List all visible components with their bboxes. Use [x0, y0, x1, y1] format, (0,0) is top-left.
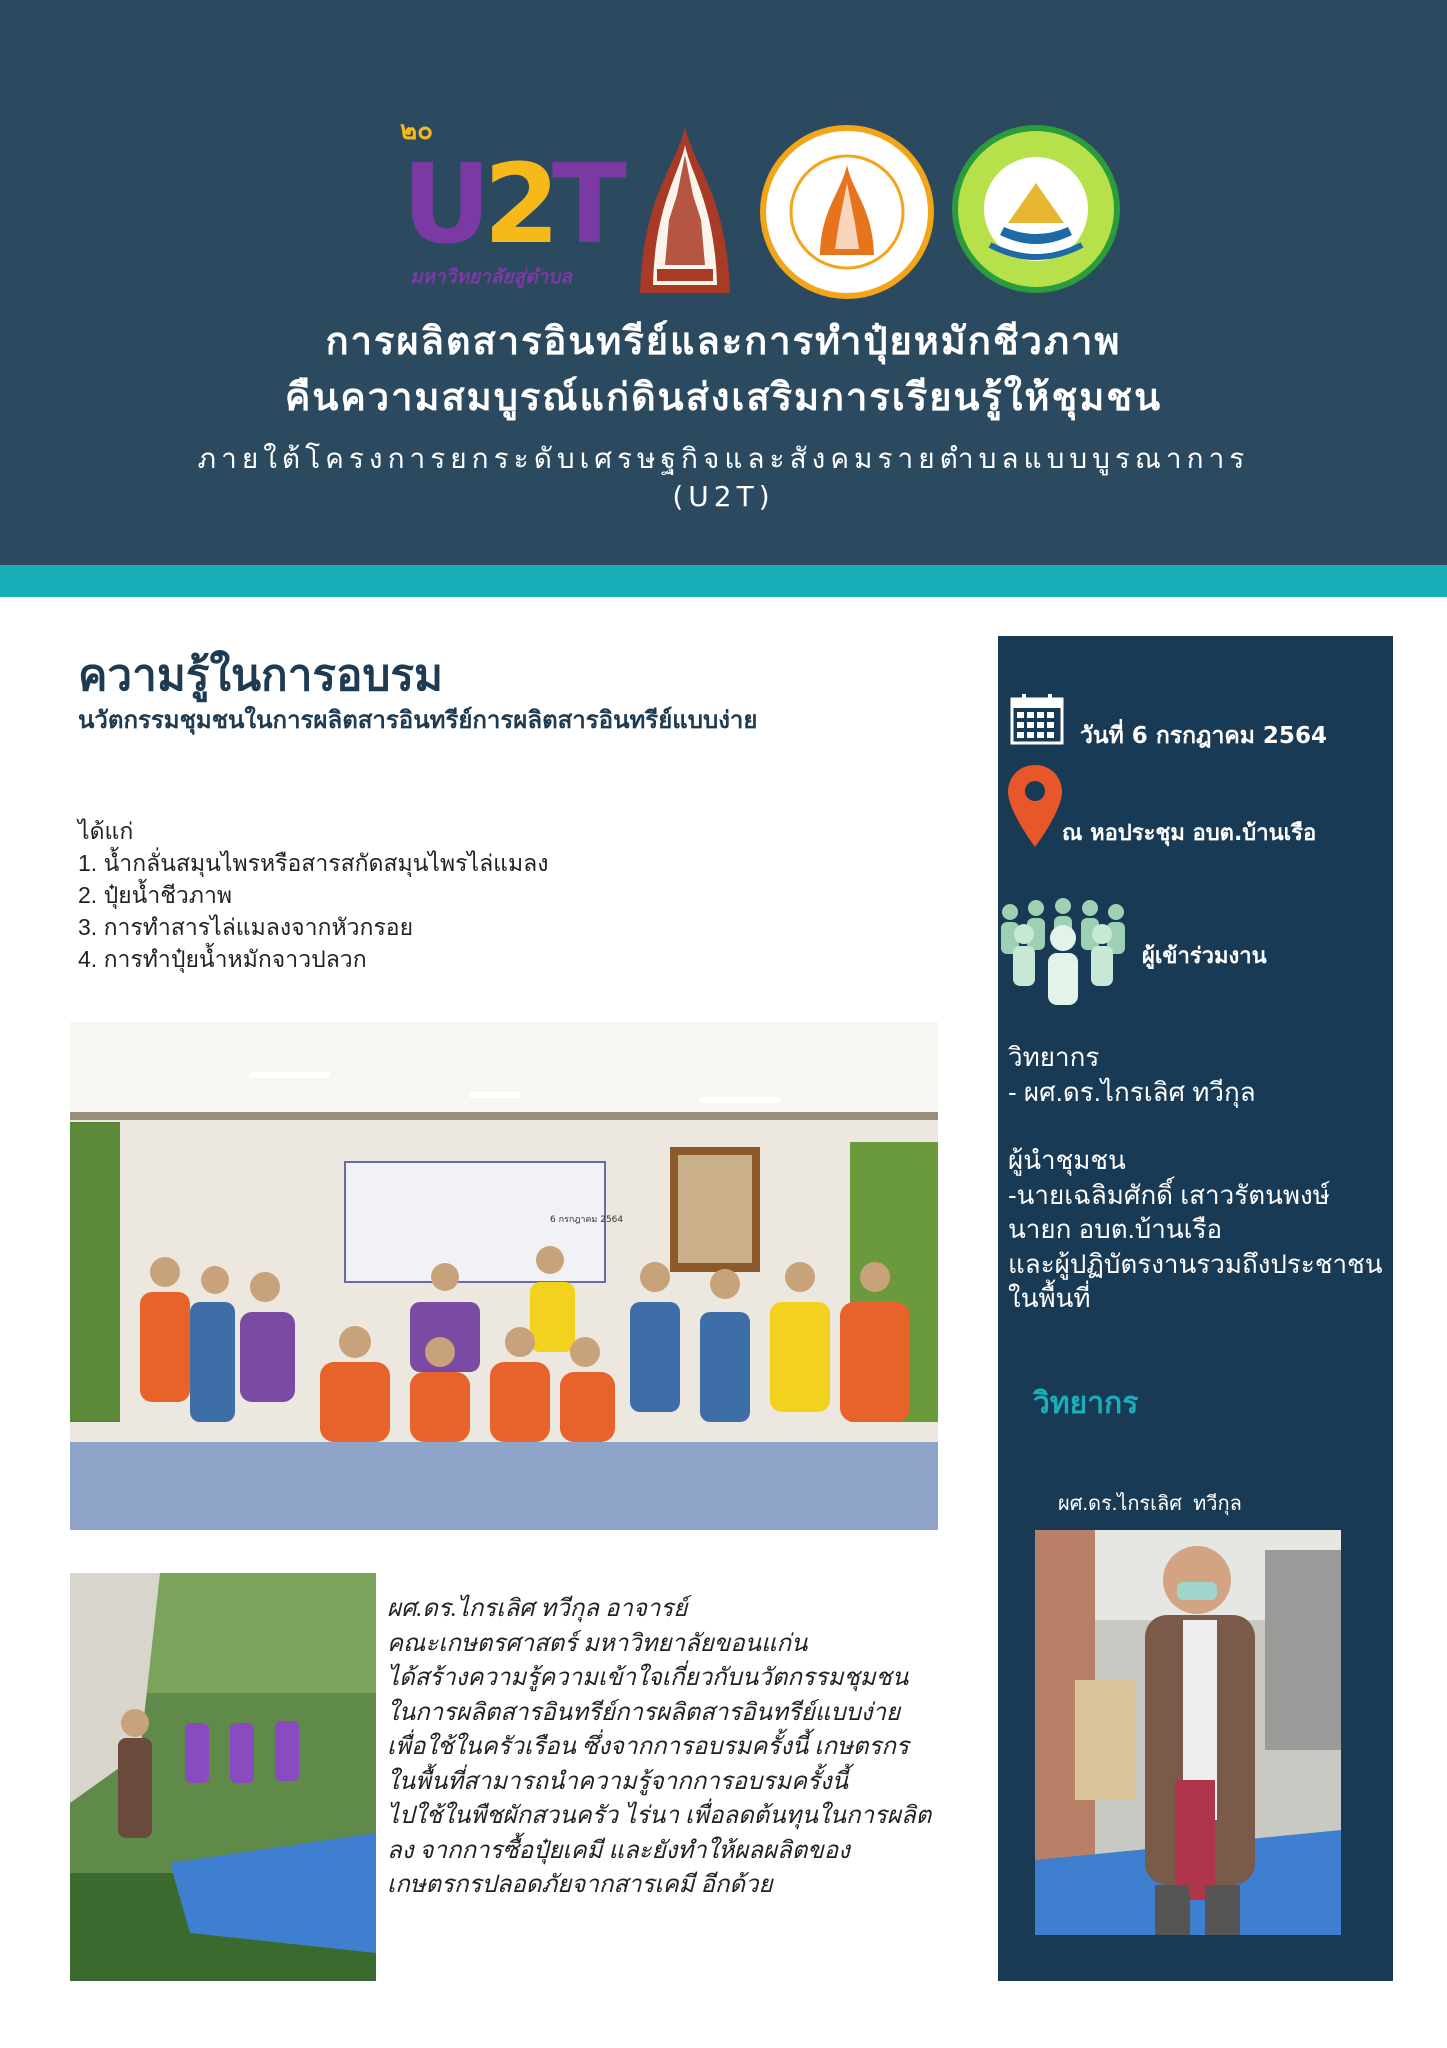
training-topic-list — [78, 815, 548, 975]
event-date: วันที่ 6 กรกฎาคม 2564 — [1080, 723, 1327, 749]
leader-heading: ผู้นำชุมชน — [1008, 1145, 1126, 1175]
lecturer-heading: วิทยากร — [1008, 1042, 1100, 1072]
lecturer-name: - ผศ.ดร.ไกรเลิศ ทวีกุล — [1008, 1076, 1256, 1107]
kku-logo — [635, 125, 735, 295]
subtitle-line2: (U2T) — [672, 480, 775, 513]
calendar-icon — [1010, 693, 1064, 745]
lecturer-description — [387, 1592, 1007, 1903]
description-line: เพื่อใช้ในครัวเรือน ซึ่งจากการอบรมครั้งนี้ เกษตรกร — [387, 1734, 909, 1760]
description-line: เกษตรกรปลอดภัยจากสารเคมี อีกด้วย — [387, 1872, 773, 1898]
poster-subtitle — [120, 440, 1327, 516]
list-item: 4. การทำปุ๋ยน้ำหมักจาวปลวก — [78, 946, 367, 972]
description-line: ในพื้นที่สามารถนำความรู้จากการอบรมครั้งนี้ — [387, 1768, 849, 1795]
speaker-title: วิทยากร — [1033, 1386, 1139, 1421]
description-line: ในการผลิตสารอินทรีย์การผลิตสารอินทรีย์แบบง่าย — [387, 1699, 901, 1726]
u2t-logo — [400, 110, 619, 290]
list-item: 1. น้ำกลั่นสมุนไพรหรือสารสกัดสมุนไพรไล่แมลง — [78, 850, 549, 876]
description-line: ลง จากการซื้อปุ๋ยเคมี และยังทำให้ผลผลิตของ — [387, 1837, 850, 1864]
leader-line: ในพื้นที่ — [1008, 1283, 1091, 1313]
accent-bar — [0, 565, 1447, 597]
obt-banruea-logo — [950, 123, 1122, 295]
speaker-line: ผศ.ดร.ไกรเลิศ ทวีกุล — [1058, 1493, 1242, 1515]
u2t-logo-text: U2T — [402, 140, 619, 268]
description-line: ผศ.ดร.ไกรเลิศ ทวีกุล อาจารย์ — [387, 1596, 688, 1622]
list-item: 3. การทำสารไล่แมลงจากหัวกรอย — [78, 914, 414, 940]
participants-info — [1008, 1040, 1398, 1316]
logo-row — [0, 105, 1447, 295]
list-intro: ได้แก่ — [78, 818, 134, 844]
poster-title-line1: การผลิตสารอินทรีย์และการทำปุ๋ยหมักชีวภาพ — [325, 319, 1122, 363]
leader-line: -นายเฉลิมศักดิ์ เสาวรัตนพงษ์ — [1008, 1179, 1330, 1210]
location-pin-icon — [1006, 763, 1064, 849]
list-item: 2. ปุ๋ยน้ำชีวภาพ — [78, 882, 233, 908]
event-location: ณ หอประชุม อบต.บ้านเรือ — [1062, 821, 1317, 846]
leader-line: นายก อบต.บ้านเรือ — [1008, 1214, 1223, 1244]
leader-line: และผู้ปฏิบัตรงานรวมถึงประชาชน — [1008, 1248, 1383, 1279]
subtitle-line1: ภายใต้โครงการยกระดับเศรษฐกิจและสังคมรายตำบลแบบบูรณาการ — [197, 442, 1250, 475]
u2t-logo-mark: ๒๐ — [400, 116, 434, 146]
group-photo — [70, 1022, 938, 1530]
field-training-photo — [70, 1573, 376, 1981]
description-line: ได้สร้างความรู้ความเข้าใจเกี่ยวกับนวัตกรรมชุมชน — [387, 1665, 909, 1691]
u2t-logo-subtitle: มหาวิทยาลัยสู่ตำบล — [410, 266, 572, 288]
speaker-photo — [1035, 1530, 1341, 1935]
description-line: คณะเกษตรศาสตร์ มหาวิทยาลัยขอนแก่น — [387, 1630, 808, 1657]
people-group-icon — [998, 898, 1128, 1008]
attendees-label: ผู้เข้าร่วมงาน — [1142, 944, 1267, 969]
poster-title-line2: คืนความสมบูรณ์แก่ดินส่งเสริมการเรียนรู้ให้ชุมชน — [284, 375, 1163, 419]
section-subtitle: นวัตกรรมชุมชนในการผลิตสารอินทรีย์การผลิตสารอินทรีย์แบบง่าย — [78, 706, 758, 734]
description-line: ไปใช้ในพืชผักสวนครัว ไร่นา เพื่อลดต้นทุนในการผลิต — [387, 1803, 932, 1829]
section-title: ความรู้ในการอบรม — [78, 650, 444, 701]
bureau-academic-service-logo — [758, 123, 936, 301]
banner-date: 6 กรกฎาคม 2564 — [550, 1215, 624, 1225]
